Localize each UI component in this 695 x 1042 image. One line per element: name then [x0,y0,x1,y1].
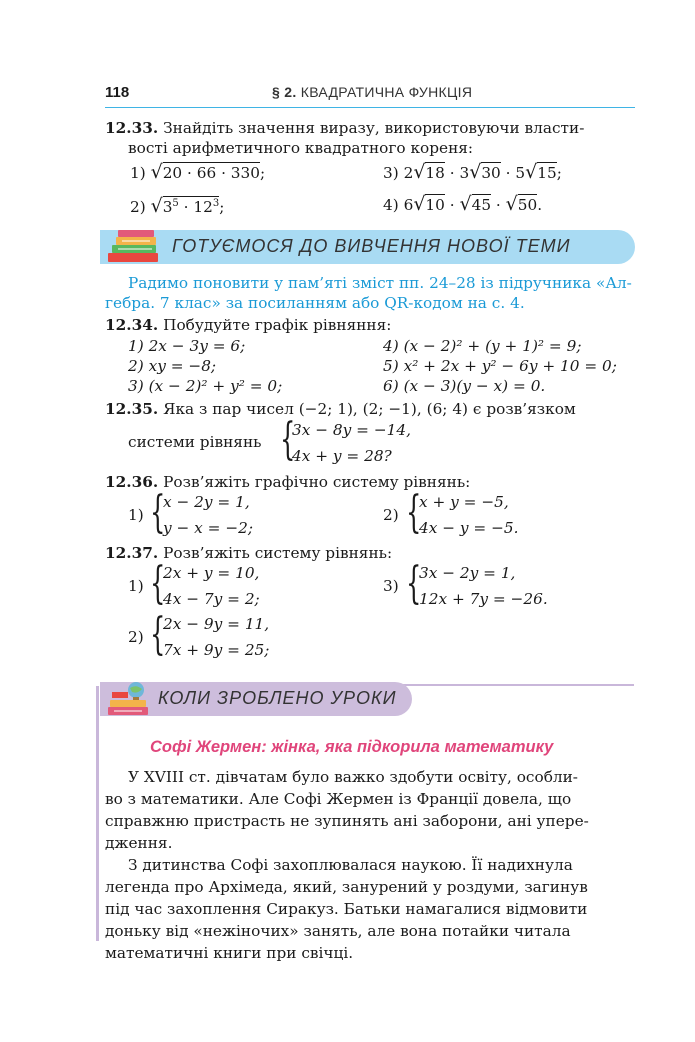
ex-12-33-item-3: 3) 2√18 · 3√30 · 5√15; [383,161,562,183]
ex-12-36-s2-label: 2) [383,506,399,524]
ex-12-37-s1-eq1: 2x + y = 10, [163,564,260,582]
item-label: 3) [383,164,399,182]
ex-12-36-s1-eq2: y − x = −2; [163,519,254,537]
base: 3 [162,198,173,217]
radicand: 18 [425,164,445,182]
band-title-after-lessons: КОЛИ ЗРОБЛЕНО УРОКИ [158,688,397,708]
punct: ; [219,198,225,217]
story-p2-line4: доньку від «нежіночих» занять, але вона потайки читала [105,922,571,940]
exercise-number: 12.34. [105,316,159,334]
coef: · [491,196,506,214]
ex-12-34-item-3: 3) (x − 2)² + y² = 0; [128,377,283,395]
system-brace: { [150,487,166,538]
exponent: 5 [172,198,179,209]
radicand: 45 [471,196,492,214]
intro-line-1: Радимо поновити у пам’яті зміст пп. 24–28 із підручника «Ал- [128,274,632,292]
story-p1-line1: У XVIII ст. дівчатам було важко здобути освіту, особли- [128,768,578,786]
section-number: § 2. [272,84,297,100]
radicand: 15 [537,164,557,182]
ex-12-33-item-2: 2) $√3^5 \cdot 12^3$; [130,195,225,218]
ex-12-35-title [105,399,576,419]
ex-12-37-s1-eq2: 4x − 7y = 2; [163,590,260,608]
exercise-text: Розв’яжіть систему рівнянь: [163,544,393,562]
ex-12-37-title [105,543,392,563]
ex-12-36-s2-eq1: x + y = −5, [419,493,509,511]
ex-12-34-item-1: 1) 2x − 3y = 6; [128,337,246,355]
exercise-number: 12.37. [105,544,159,562]
ex-12-33-item-4: 4) 6√10 · √45 · √50. [383,193,543,215]
story-p2-line5: математичні книги при свічці. [105,944,354,962]
section-header [272,84,472,100]
ex-12-37-s3-label: 3) [383,577,399,595]
story-p2-line2: легенда про Архімеда, який, занурений у роздуми, загинув [105,878,588,896]
punct: . [537,196,543,214]
coef: · [444,196,460,214]
punct: ; [260,164,266,182]
story-p1-line3: справжню пристрасть не зупинять ані заборони, ані упере- [105,812,589,830]
radicand: 30 [481,164,501,182]
ex-12-34-item-6: 6) (x − 3)(y − x) = 0. [383,377,546,395]
ex-12-33-item-1: 1) √20 · 66 · 330; [130,161,266,183]
ex-12-37-s3-eq2: 12x + 7y = −26. [419,590,548,608]
ex-12-34-item-5: 5) x² + 2x + y² − 6y + 10 = 0; [383,357,617,375]
ex-12-37-s2-eq1: 2x − 9y = 11, [163,615,270,633]
story-p1-line4: дження. [105,834,173,852]
coef: 2 [403,164,414,182]
coef: · 3 [444,164,470,182]
item-label: 2) [130,198,146,217]
header-rule [105,107,635,108]
exercise-number: 12.33. [105,119,159,137]
coef: 6 [403,196,414,214]
books-with-globe-icon [106,680,152,718]
ex-12-33-line1 [105,118,584,138]
system-brace: { [406,487,422,538]
story-p1-line2: во з математики. Але Софі Жермен із Франції довела, що [105,790,572,808]
ex-12-34-item-4: 4) (x − 2)² + (y + 1)² = 9; [383,337,582,355]
system-brace: { [406,558,422,609]
page-number: 118 [105,84,130,101]
base: · 12 [178,198,213,217]
section-title: КВАДРАТИЧНА ФУНКЦІЯ [300,84,473,100]
exercise-number: 12.36. [105,473,159,491]
coef: · 5 [500,164,526,182]
system-brace: { [150,609,166,660]
item-label: 4) [383,196,399,214]
item-label: 1) [130,164,146,182]
system-brace: { [280,414,296,465]
ex-12-34-title [105,315,391,335]
radicand: 50 [517,196,538,214]
ex-12-37-s2-label: 2) [128,628,144,646]
story-p2-line1: З дитинства Софі захоплювалася наукою. Її надихнула [128,856,573,874]
ex-12-36-s2-eq2: 4x − y = −5. [419,519,519,537]
ex-12-33-line2: вості арифметичного квадратного кореня: [128,139,474,157]
system-brace: { [150,558,166,609]
intro-line-2: гебра. 7 клас» за посиланням або QR-кодом на с. 4. [105,294,525,312]
radicand: 20 · 66 · 330 [162,164,260,182]
story-p2-line3: під час захоплення Сиракуз. Батьки намагалися відмовити [105,900,588,918]
books-stack-icon [104,228,164,264]
ex-12-37-s3-eq1: 3x − 2y = 1, [419,564,516,582]
band-title-new-topic: ГОТУЄМОСЯ ДО ВИВЧЕННЯ НОВОЇ ТЕМИ [172,236,571,256]
ex-12-34-item-2: 2) xy = −8; [128,357,217,375]
exercise-text: Знайдіть значення виразу, використовуючи власти- [163,119,585,137]
ex-12-35-eq1: 3x − 8y = −14, [292,421,411,439]
ex-12-36-s1-label: 1) [128,506,144,524]
radicand: 10 [425,196,445,214]
ex-12-37-s2-eq2: 7x + 9y = 25; [163,641,270,659]
exponent: 3 [212,198,220,209]
ex-12-35-text2: системи рівнянь [128,433,262,451]
exercise-text: Розв’яжіть графічно систему рівнянь: [163,473,471,491]
exercise-text: Яка з пар чисел (−2; 1), (2; −1), (6; 4) є розв’язком [163,400,576,418]
exercise-text: Побудуйте графік рівняння: [163,316,392,334]
ex-12-36-s1-eq1: x − 2y = 1, [163,493,250,511]
ex-12-37-s1-label: 1) [128,577,144,595]
punct: ; [556,164,562,182]
story-title: Софі Жермен: жінка, яка підкорила математику [150,738,554,756]
story-frame-left [96,686,99,941]
exercise-number: 12.35. [105,400,159,418]
ex-12-35-eq2: 4x + y = 28? [292,447,392,465]
